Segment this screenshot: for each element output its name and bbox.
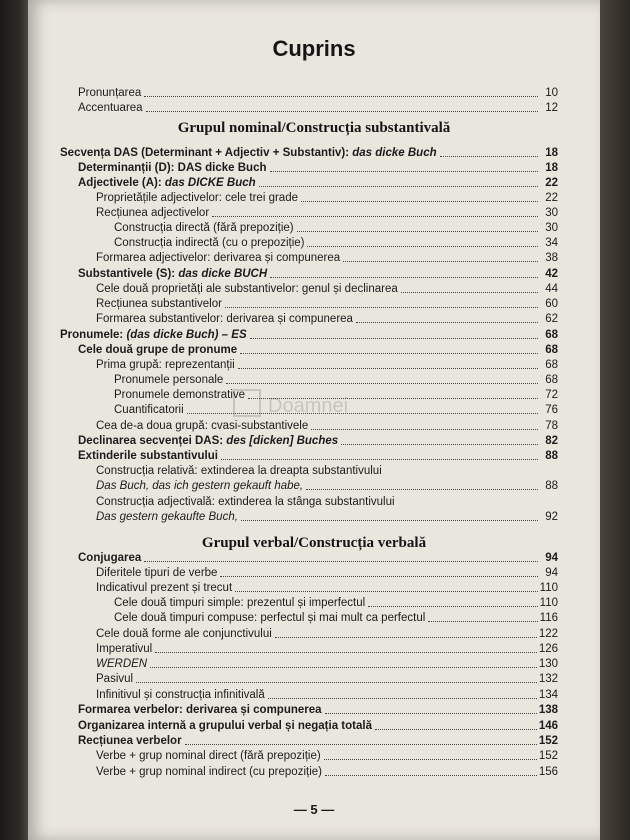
toc-entry xyxy=(60,327,558,342)
toc-page-number: 132 xyxy=(538,673,558,685)
toc-page-number: 110 xyxy=(539,582,558,594)
toc-page-number: 62 xyxy=(545,313,558,325)
dot-leader xyxy=(307,243,538,247)
dot-leader xyxy=(341,441,538,445)
book-edge xyxy=(600,0,630,840)
toc-entry-title: Das Buch, das ich gestern gekauft habe, xyxy=(96,480,304,492)
toc-entry xyxy=(96,463,558,478)
toc-entry-title: Pronunțarea xyxy=(78,87,142,99)
toc-page-number: 78 xyxy=(545,420,558,432)
toc-page-number: 88 xyxy=(545,450,558,462)
toc-entry xyxy=(78,175,558,190)
toc-page-number: 60 xyxy=(545,298,558,310)
toc-entry-title: Recțiunea substantivelor xyxy=(96,298,222,310)
toc-page-number: 68 xyxy=(545,374,558,386)
toc-entry xyxy=(78,266,558,281)
toc-entry xyxy=(78,85,558,100)
page-number: — 5 — xyxy=(293,802,335,817)
toc-entry xyxy=(78,100,558,115)
toc-page-number: 88 xyxy=(545,480,558,492)
toc-entry xyxy=(96,190,558,205)
dot-leader xyxy=(301,198,538,202)
toc-entry xyxy=(96,250,558,265)
dot-leader xyxy=(238,365,538,369)
toc-entry-title: Cele două timpuri compuse: perfectul și mai mult ca perfectul xyxy=(114,612,426,624)
dot-leader xyxy=(311,426,538,430)
toc-entry xyxy=(78,550,558,565)
toc-page-number: 94 xyxy=(545,552,558,564)
dot-leader xyxy=(440,153,538,157)
dot-leader xyxy=(306,486,538,490)
dot-leader xyxy=(401,289,538,293)
dot-leader xyxy=(259,183,538,187)
toc-entry xyxy=(96,281,558,296)
toc-page-number: 12 xyxy=(545,102,558,114)
dot-leader xyxy=(146,108,538,112)
toc-entry-title: Secvența DAS (Determinant + Adjectiv + Substantiv): das dicke Buch xyxy=(60,147,437,159)
toc-entry xyxy=(78,733,558,748)
dot-leader xyxy=(398,503,556,506)
toc-page-number: 152 xyxy=(538,735,558,747)
dot-leader xyxy=(356,319,538,323)
toc-entry xyxy=(96,626,558,641)
toc-page-number: 76 xyxy=(545,404,558,416)
toc-entry xyxy=(96,764,558,779)
toc-entry xyxy=(96,357,558,372)
toc-entry xyxy=(114,595,558,610)
toc-page-number: 44 xyxy=(545,283,558,295)
toc-entry-title: Substantivele (S): das dicke BUCH xyxy=(78,268,268,280)
dot-leader xyxy=(275,634,537,638)
toc-entry-title: Conjugarea xyxy=(78,552,142,564)
toc-page-number: 10 xyxy=(545,87,558,99)
book-spine-shadow xyxy=(0,0,28,840)
toc-entry-title: Pronumele: (das dicke Buch) – ES xyxy=(60,329,247,341)
toc-page-number: 146 xyxy=(538,720,558,732)
toc-entry-title: Construcția indirectă (cu o prepoziție) xyxy=(114,237,305,249)
toc-entry-title: Infinitivul și construcția infinitivală xyxy=(96,689,265,701)
toc-page-number: 22 xyxy=(545,177,558,189)
toc-entry xyxy=(96,565,558,580)
toc-entry-title: Proprietățile adjectivelor: cele trei grade xyxy=(96,192,298,204)
toc-entry-title: Construcția relativă: extinderea la dreapta substantivului xyxy=(96,465,382,477)
dot-leader xyxy=(250,335,538,339)
dot-leader xyxy=(368,603,537,607)
toc-entry-title: Formarea verbelor: derivarea și compunerea xyxy=(78,704,322,716)
toc-entry-title: Prima grupă: reprezentanții xyxy=(96,359,235,371)
toc-page-number: 68 xyxy=(545,359,558,371)
toc-entry-title: Recțiunea verbelor xyxy=(78,735,182,747)
toc-entry xyxy=(96,656,558,671)
toc-page-number: 22 xyxy=(545,192,558,204)
toc-entry xyxy=(96,311,558,326)
toc-entry-title: Pasivul xyxy=(96,673,134,685)
toc-entry xyxy=(114,372,558,387)
dot-leader xyxy=(144,93,538,97)
toc-entry xyxy=(114,235,558,250)
toc-entry xyxy=(78,342,558,357)
dot-leader xyxy=(225,304,538,308)
toc-entry xyxy=(96,509,558,524)
toc-page-number: 82 xyxy=(545,435,558,447)
toc-page-number: 30 xyxy=(545,207,558,219)
dot-leader xyxy=(221,456,538,460)
dot-leader xyxy=(375,726,537,730)
toc-entry xyxy=(96,494,558,509)
toc-page-number: 134 xyxy=(538,689,558,701)
toc-entry-title: Construcția adjectivală: extinderea la stânga substantivului xyxy=(96,496,395,508)
toc-entry-title: Cele două timpuri simple: prezentul și imperfectul xyxy=(114,597,366,609)
toc-page-number: 110 xyxy=(539,597,558,609)
dot-leader xyxy=(241,517,538,521)
dot-leader xyxy=(248,395,538,399)
dot-leader xyxy=(428,618,537,622)
toc-entry-title: WERDEN xyxy=(96,658,148,670)
toc-page-number: 156 xyxy=(538,766,558,778)
dot-leader xyxy=(385,472,556,475)
dot-leader xyxy=(235,588,538,592)
toc-entry xyxy=(96,418,558,433)
toc-page-number: 126 xyxy=(538,643,558,655)
toc-entry xyxy=(114,610,558,625)
toc-entry-title: Pronumele demonstrative xyxy=(114,389,246,401)
toc-page-number: 92 xyxy=(545,511,558,523)
toc-page-number: 34 xyxy=(545,237,558,249)
toc-page-number: 138 xyxy=(538,704,558,716)
toc-page-number: 18 xyxy=(545,147,558,159)
toc-entry xyxy=(114,220,558,235)
toc-entry xyxy=(114,402,558,417)
toc-page-number: 38 xyxy=(545,252,558,264)
toc-entry-title: Pronumele personale xyxy=(114,374,224,386)
toc-page-number: 122 xyxy=(538,628,558,640)
toc-entry-title: Recțiunea adjectivelor xyxy=(96,207,210,219)
toc-entry xyxy=(96,687,558,702)
toc-entry xyxy=(78,702,558,717)
section-heading-verbal: Grupul verbal/Construcția verbală xyxy=(201,535,427,551)
toc-entry xyxy=(78,160,558,175)
toc-entry-title: Cele două forme ale conjunctivului xyxy=(96,628,272,640)
toc-page-number: 68 xyxy=(545,344,558,356)
dot-leader xyxy=(185,741,537,745)
toc-entry-title: Cuantificatorii xyxy=(114,404,184,416)
dot-leader xyxy=(144,558,538,562)
toc-entry-title: Extinderile substantivului xyxy=(78,450,218,462)
toc-entry xyxy=(114,387,558,402)
toc-entry-title: Organizarea internă a grupului verbal și negația totală xyxy=(78,720,372,732)
toc-entry-title: Cele două proprietăți ale substantivelor: genul și declinarea xyxy=(96,283,398,295)
dot-leader xyxy=(343,258,538,262)
toc-entry xyxy=(60,145,558,160)
toc-entry xyxy=(96,296,558,311)
toc-page-number: 42 xyxy=(545,268,558,280)
toc-entry xyxy=(96,748,558,763)
toc-entry-title: Adjectivele (A): das DICKE Buch xyxy=(78,177,256,189)
toc-entry xyxy=(78,448,558,463)
dot-leader xyxy=(325,710,537,714)
toc-page-number: 68 xyxy=(545,329,558,341)
toc-entry-title: Formarea substantivelor: derivarea și compunerea xyxy=(96,313,353,325)
toc-entry-title: Indicativul prezent și trecut xyxy=(96,582,233,594)
dot-leader xyxy=(212,213,538,217)
toc-entry-title: Cele două grupe de pronume xyxy=(78,344,238,356)
toc-page-number: 116 xyxy=(539,612,558,624)
dot-leader xyxy=(155,649,537,653)
dot-leader xyxy=(324,756,537,760)
dot-leader xyxy=(270,168,539,172)
section-heading-nominal: Grupul nominal/Construcția substantivală xyxy=(177,120,451,136)
toc-entry xyxy=(96,205,558,220)
dot-leader xyxy=(270,274,538,278)
dot-leader xyxy=(226,380,538,384)
dot-leader xyxy=(220,573,538,577)
toc-entry xyxy=(96,671,558,686)
toc-entry xyxy=(78,433,558,448)
toc-page-number: 94 xyxy=(545,567,558,579)
toc-entry-title: Declinarea secvenței DAS: des [dicken] Buches xyxy=(78,435,339,447)
toc-page-number: 72 xyxy=(545,389,558,401)
toc-entry-title: Das gestern gekaufte Buch, xyxy=(96,511,238,523)
toc-entry-title: Cea de-a doua grupă: cvasi-substantivele xyxy=(96,420,309,432)
toc-entry xyxy=(96,478,558,493)
toc-entry-title: Diferitele tipuri de verbe xyxy=(96,567,218,579)
toc-entry xyxy=(96,580,558,595)
toc-page-number: 130 xyxy=(538,658,558,670)
toc-entry-title: Construcția directă (fără prepoziție) xyxy=(114,222,294,234)
toc-entry-title: Determinanții (D): DAS dicke Buch xyxy=(78,162,267,174)
page-title: Cuprins xyxy=(272,36,356,61)
dot-leader xyxy=(136,679,537,683)
toc-entry-title: Verbe + grup nominal direct (fără prepoziție) xyxy=(96,750,321,762)
toc-entry-title: Imperativul xyxy=(96,643,153,655)
toc-entry-title: Verbe + grup nominal indirect (cu prepoziție) xyxy=(96,766,322,778)
dot-leader xyxy=(187,410,538,414)
toc-page-number: 18 xyxy=(545,162,558,174)
toc-entry-title: Accentuarea xyxy=(78,102,143,114)
dot-leader xyxy=(297,228,538,232)
toc-entry xyxy=(78,718,558,733)
dot-leader xyxy=(268,695,537,699)
toc-entry xyxy=(96,641,558,656)
toc-page-number: 152 xyxy=(538,750,558,762)
toc-entry-title: Formarea adjectivelor: derivarea și compunerea xyxy=(96,252,341,264)
dot-leader xyxy=(150,664,537,668)
dot-leader xyxy=(325,772,537,776)
toc-page-number: 30 xyxy=(545,222,558,234)
dot-leader xyxy=(240,350,538,354)
